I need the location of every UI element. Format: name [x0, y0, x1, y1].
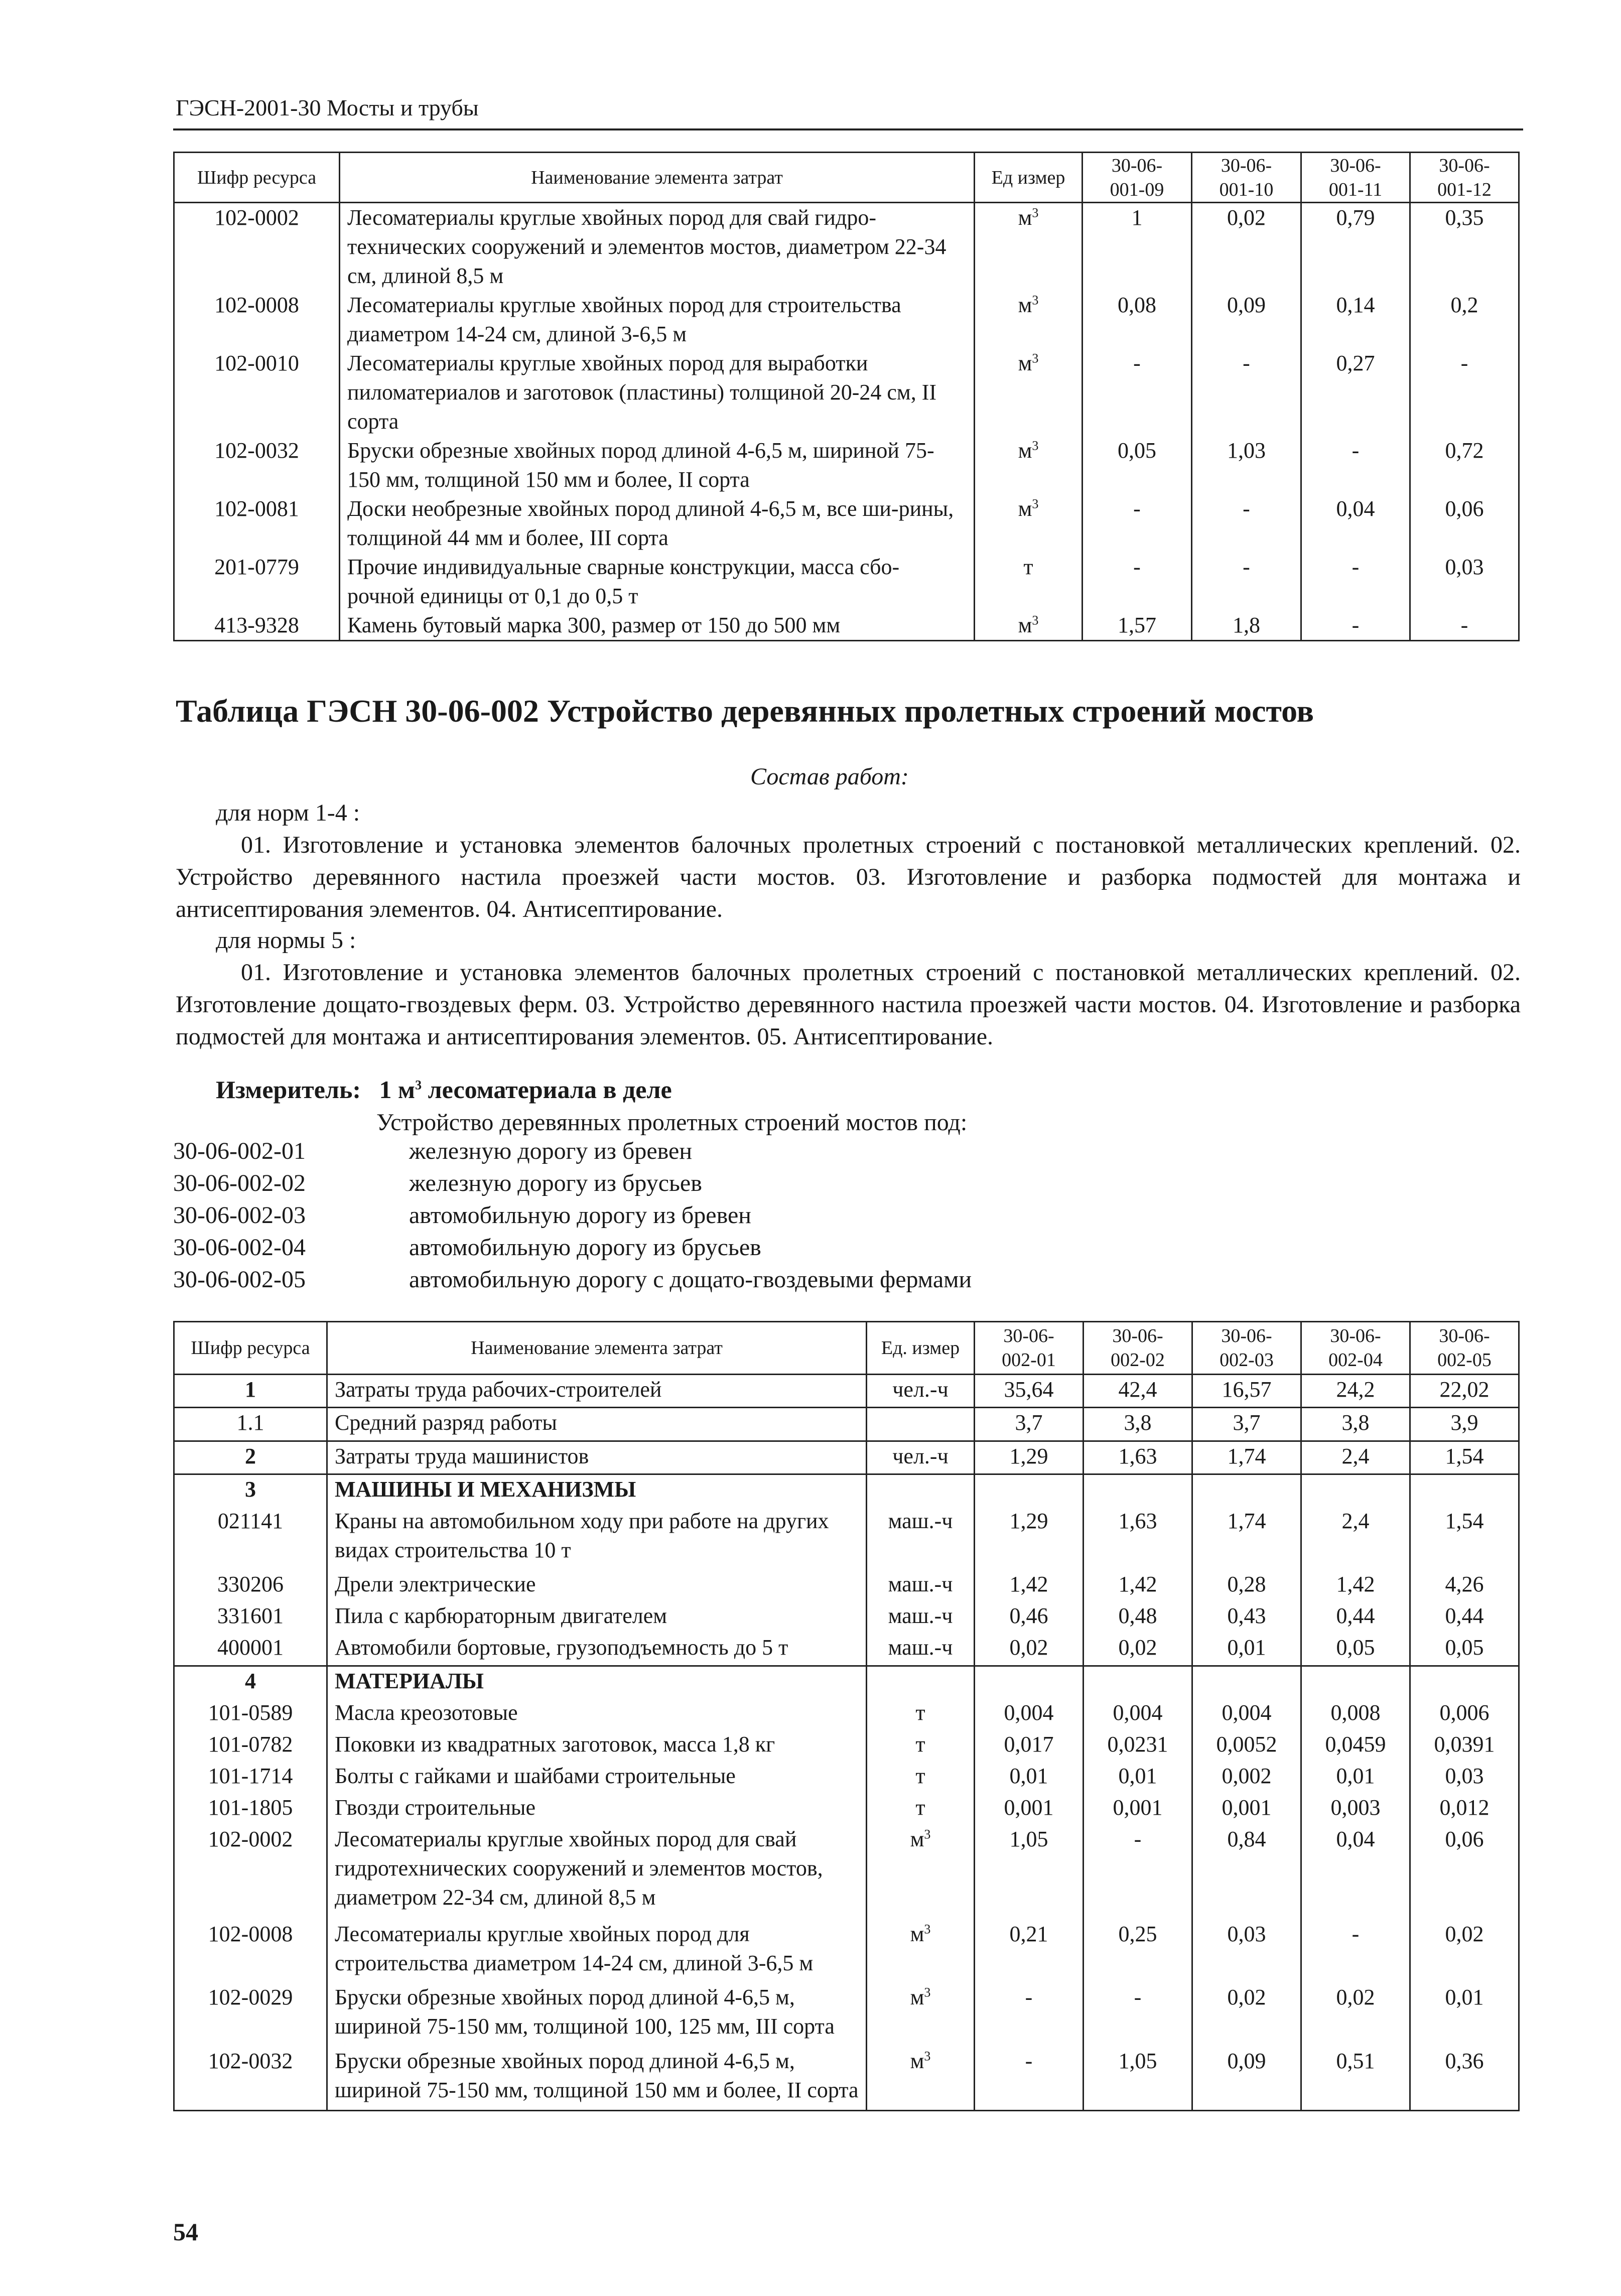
resource-name: Лесоматериалы круглые хвойных пород для строительства диаметром 14-24 см, длиной 3-6,5 м — [340, 291, 975, 349]
resource-name: Лесоматериалы круглые хвойных пород для свай гидро-технических сооружений и элементов мостов, диаметром 22-34 см, длиной 8,5 м — [340, 203, 975, 291]
norm-code: 30-06-002-01 — [173, 1138, 306, 1164]
value-cell: 2,4 — [1301, 1441, 1410, 1474]
value-cell: 0,03 — [1410, 553, 1519, 611]
page-number: 54 — [173, 2218, 198, 2246]
norm-description: железную дорогу из брусьев — [409, 1170, 702, 1196]
resource-code: 102-0002 — [174, 1825, 327, 1920]
resource-code: 102-0032 — [174, 2047, 327, 2111]
table-row — [174, 291, 1519, 349]
unit-cell: маш.-ч — [867, 1507, 975, 1570]
value-cell: 0,36 — [1410, 2047, 1519, 2111]
value-cell: 0,03 — [1192, 1920, 1301, 1983]
value-cell: 0,0459 — [1301, 1730, 1410, 1762]
column-header: Ед. измер — [867, 1322, 975, 1375]
group1-text: 01. Изготовление и установка элементов балочных пролетных строений с постановкой металлических креплений. 02. Устройство деревянного настила проезжей части мостов. 03. Изготовление и разборка подмостей для монтажа и антисептирования элементов. 04. Антисептирование. — [176, 832, 1521, 922]
value-cell: 0,51 — [1301, 2047, 1410, 2111]
measure-line — [216, 1075, 672, 1104]
norm-code: 30-06-002-03 — [173, 1202, 306, 1229]
value-cell: 0,05 — [1410, 1633, 1519, 1666]
unit-cell — [867, 1474, 975, 1507]
value-cell: 0,0231 — [1084, 1730, 1192, 1762]
resource-code: 101-0589 — [174, 1698, 327, 1730]
value-cell: - — [1083, 349, 1192, 436]
value-cell: - — [1192, 553, 1301, 611]
norm-code: 30-06-002-02 — [173, 1170, 306, 1196]
resource-code: 331601 — [174, 1601, 327, 1633]
column-header: Ед измер — [975, 153, 1083, 203]
value-cell: 0,0391 — [1410, 1730, 1519, 1762]
group1-label: для норм 1-4 : — [216, 799, 360, 826]
value-cell: 22,02 — [1410, 1375, 1519, 1408]
column-header: 30-06- 001-09 — [1083, 153, 1192, 203]
value-cell: 3,7 — [975, 1408, 1084, 1441]
value-cell: 0,03 — [1410, 1762, 1519, 1793]
norm-description: автомобильную дорогу из бревен — [409, 1202, 751, 1229]
value-cell: - — [975, 2047, 1084, 2111]
value-cell — [1192, 1666, 1301, 1698]
resource-code: 1.1 — [174, 1408, 327, 1441]
table-row — [174, 1633, 1519, 1666]
unit-cell: $м^3$ — [867, 2047, 975, 2111]
value-cell: 0,27 — [1301, 349, 1410, 436]
value-cell: - — [1301, 1920, 1410, 1983]
value-cell: - — [1301, 611, 1410, 641]
value-cell: 0,05 — [1083, 436, 1192, 494]
section-title: Таблица ГЭСН 30-06-002 Устройство деревянных пролетных строений мостов — [176, 693, 1314, 729]
unit-cell: $м^3$ — [975, 291, 1083, 349]
resource-name: Лесоматериалы круглые хвойных пород для строительства диаметром 14-24 см, длиной 3-6,5 м — [327, 1920, 867, 1983]
value-cell: 24,2 — [1301, 1375, 1410, 1408]
value-cell: 0,04 — [1301, 494, 1410, 553]
resource-code: 4 — [174, 1666, 327, 1698]
column-header: Шифр ресурса — [174, 1322, 327, 1375]
column-header: 30-06- 002-02 — [1084, 1322, 1192, 1375]
group2-label: для нормы 5 : — [216, 927, 356, 954]
resource-code: 2 — [174, 1441, 327, 1474]
table-row — [174, 1570, 1519, 1601]
resource-code: 201-0779 — [174, 553, 340, 611]
value-cell: 16,57 — [1192, 1375, 1301, 1408]
resource-code: 413-9328 — [174, 611, 340, 641]
table-header-row — [174, 1322, 1519, 1375]
resource-name: Краны на автомобильном ходу при работе на других видах строительства 10 т — [327, 1507, 867, 1570]
column-header: Шифр ресурса — [174, 153, 340, 203]
unit-cell: т — [975, 553, 1083, 611]
value-cell: 1,42 — [1084, 1570, 1192, 1601]
value-cell: 0,02 — [1192, 1983, 1301, 2046]
value-cell: - — [1084, 1983, 1192, 2046]
value-cell: 0,35 — [1410, 203, 1519, 291]
table-header-row — [174, 153, 1519, 203]
resource-name: Затраты труда рабочих-строителей — [327, 1375, 867, 1408]
column-header: 30-06- 002-04 — [1301, 1322, 1410, 1375]
unit-cell: чел.-ч — [867, 1441, 975, 1474]
value-cell: 0,017 — [975, 1730, 1084, 1762]
resource-code: 021141 — [174, 1507, 327, 1570]
value-cell: 0,01 — [1192, 1633, 1301, 1666]
value-cell: 3,7 — [1192, 1408, 1301, 1441]
value-cell: 0,001 — [1192, 1793, 1301, 1825]
table-row — [174, 436, 1519, 494]
value-cell: 1,8 — [1192, 611, 1301, 641]
resource-name: Средний разряд работы — [327, 1408, 867, 1441]
value-cell: - — [1084, 1825, 1192, 1920]
unit-cell: чел.-ч — [867, 1375, 975, 1408]
value-cell: 0,46 — [975, 1601, 1084, 1633]
value-cell: 0,01 — [975, 1762, 1084, 1793]
value-cell: - — [1410, 349, 1519, 436]
table-row — [174, 1474, 1519, 1507]
unit-cell: маш.-ч — [867, 1633, 975, 1666]
table-row — [174, 203, 1519, 291]
value-cell: 1 — [1083, 203, 1192, 291]
value-cell — [1301, 1666, 1410, 1698]
value-cell: 0,02 — [1410, 1920, 1519, 1983]
value-cell: 1,74 — [1192, 1507, 1301, 1570]
resource-name: Бруски обрезные хвойных пород длиной 4-6,5 м, шириной 75-150 мм, толщиной 150 мм и более, II сорта — [327, 2047, 867, 2111]
value-cell: 1,29 — [975, 1441, 1084, 1474]
column-header: 30-06- 002-03 — [1192, 1322, 1301, 1375]
column-header: Наименование элемента затрат — [327, 1322, 867, 1375]
value-cell: 0,003 — [1301, 1793, 1410, 1825]
resource-name: Бруски обрезные хвойных пород длиной 4-6,5 м, шириной 75-150 мм, толщиной 150 мм и более, II сорта — [340, 436, 975, 494]
resource-name: Пила с карбюраторным двигателем — [327, 1601, 867, 1633]
norm-description: железную дорогу из бревен — [409, 1138, 693, 1164]
table-row — [174, 1441, 1519, 1474]
value-cell: 35,64 — [975, 1375, 1084, 1408]
table-row — [174, 1375, 1519, 1408]
value-cell: 1,57 — [1083, 611, 1192, 641]
value-cell — [1084, 1474, 1192, 1507]
table-row — [174, 1983, 1519, 2046]
value-cell: 0,79 — [1301, 203, 1410, 291]
norm-description: автомобильную дорогу с дощато-гвоздевыми фермами — [409, 1266, 972, 1293]
resource-code: 102-0029 — [174, 1983, 327, 2046]
table-row — [174, 1507, 1519, 1570]
resource-code: 1 — [174, 1375, 327, 1408]
column-header: 30-06- 002-05 — [1410, 1322, 1519, 1375]
unit-cell: т — [867, 1762, 975, 1793]
unit-cell: маш.-ч — [867, 1570, 975, 1601]
norm-description: автомобильную дорогу из брусьев — [409, 1234, 761, 1261]
value-cell: - — [1083, 553, 1192, 611]
value-cell: 3,8 — [1301, 1408, 1410, 1441]
resource-name: Поковки из квадратных заготовок, масса 1,8 кг — [327, 1730, 867, 1762]
value-cell: 0,44 — [1301, 1601, 1410, 1633]
resource-code: 101-1714 — [174, 1762, 327, 1793]
value-cell: 0,002 — [1192, 1762, 1301, 1793]
resource-name: Прочие индивидуальные сварные конструкции, масса сбо-рочной единицы от 0,1 до 0,5 т — [340, 553, 975, 611]
running-header: ГЭСН-2001-30 Мосты и трубы — [176, 95, 479, 120]
value-cell: 0,004 — [1192, 1698, 1301, 1730]
value-cell: - — [1083, 494, 1192, 553]
value-cell: 0,004 — [975, 1698, 1084, 1730]
unit-cell: $м^3$ — [975, 494, 1083, 553]
value-cell — [975, 1474, 1084, 1507]
resource-table-2 — [173, 1321, 1520, 2111]
value-cell: - — [1192, 494, 1301, 553]
value-cell — [1301, 1474, 1410, 1507]
value-cell: 0,48 — [1084, 1601, 1192, 1633]
norm-code: 30-06-002-05 — [173, 1266, 306, 1293]
value-cell: 0,09 — [1192, 291, 1301, 349]
value-cell: 0,84 — [1192, 1825, 1301, 1920]
resource-name: Лесоматериалы круглые хвойных пород для выработки пиломатериалов и заготовок (пластины) толщиной 20-24 см, II сорта — [340, 349, 975, 436]
resource-code: 102-0008 — [174, 1920, 327, 1983]
value-cell: 0,05 — [1301, 1633, 1410, 1666]
unit-cell: т — [867, 1698, 975, 1730]
value-cell: 0,008 — [1301, 1698, 1410, 1730]
value-cell: 1,05 — [1084, 2047, 1192, 2111]
unit-cell: т — [867, 1793, 975, 1825]
section-heading: МАТЕРИАЛЫ — [327, 1666, 867, 1698]
value-cell — [1410, 1666, 1519, 1698]
resource-code: 330206 — [174, 1570, 327, 1601]
value-cell: 0,006 — [1410, 1698, 1519, 1730]
value-cell: 0,72 — [1410, 436, 1519, 494]
value-cell: 0,02 — [1084, 1633, 1192, 1666]
resource-code: 102-0010 — [174, 349, 340, 436]
table-row — [174, 349, 1519, 436]
header-rule — [173, 128, 1523, 130]
resource-code: 101-0782 — [174, 1730, 327, 1762]
unit-cell: $м^3$ — [867, 1920, 975, 1983]
value-cell: 0,01 — [1410, 1983, 1519, 2046]
value-cell: 3,8 — [1084, 1408, 1192, 1441]
resource-name: Болты с гайками и шайбами строительные — [327, 1762, 867, 1793]
resource-table-1 — [173, 152, 1520, 641]
value-cell: 0,04 — [1301, 1825, 1410, 1920]
resource-code: 102-0008 — [174, 291, 340, 349]
resource-name: Масла креозотовые — [327, 1698, 867, 1730]
unit-cell: $м^3$ — [975, 203, 1083, 291]
unit-cell: маш.-ч — [867, 1601, 975, 1633]
value-cell: 0,28 — [1192, 1570, 1301, 1601]
value-cell: 0,09 — [1192, 2047, 1301, 2111]
column-header: 30-06- 001-10 — [1192, 153, 1301, 203]
value-cell — [1084, 1666, 1192, 1698]
value-cell: 0,0052 — [1192, 1730, 1301, 1762]
value-cell: 0,2 — [1410, 291, 1519, 349]
value-cell: 1,42 — [1301, 1570, 1410, 1601]
value-cell — [975, 1666, 1084, 1698]
value-cell: 1,29 — [975, 1507, 1084, 1570]
value-cell: - — [975, 1983, 1084, 2046]
value-cell: 0,43 — [1192, 1601, 1301, 1633]
resource-name: Дрели электрические — [327, 1570, 867, 1601]
unit-cell: $м^3$ — [867, 1825, 975, 1920]
value-cell: 1,63 — [1084, 1507, 1192, 1570]
value-cell: 42,4 — [1084, 1375, 1192, 1408]
list-intro: Устройство деревянных пролетных строений мостов под: — [376, 1109, 968, 1136]
resource-code: 102-0032 — [174, 436, 340, 494]
resource-name: Автомобили бортовые, грузоподъемность до 5 т — [327, 1633, 867, 1666]
resource-code: 101-1805 — [174, 1793, 327, 1825]
table-row — [174, 1666, 1519, 1698]
value-cell: 0,01 — [1084, 1762, 1192, 1793]
value-cell: 0,01 — [1301, 1762, 1410, 1793]
table-row — [174, 1825, 1519, 1920]
resource-code: 102-0002 — [174, 203, 340, 291]
resource-code: 400001 — [174, 1633, 327, 1666]
value-cell: 1,54 — [1410, 1441, 1519, 1474]
value-cell: 0,02 — [975, 1633, 1084, 1666]
work-composition-label: Состав работ: — [750, 763, 909, 790]
value-cell: - — [1410, 611, 1519, 641]
value-cell: 0,06 — [1410, 494, 1519, 553]
value-cell: 0,004 — [1084, 1698, 1192, 1730]
value-cell: 3,9 — [1410, 1408, 1519, 1441]
column-header: Наименование элемента затрат — [340, 153, 975, 203]
unit-cell: т — [867, 1730, 975, 1762]
value-cell: 1,42 — [975, 1570, 1084, 1601]
measure-value: 1 $м^3$ лесоматериала в деле — [379, 1075, 672, 1104]
value-cell: 0,14 — [1301, 291, 1410, 349]
unit-cell: $м^3$ — [975, 349, 1083, 436]
resource-name: Доски необрезные хвойных пород длиной 4-6,5 м, все ши-рины, толщиной 44 мм и более, III сорта — [340, 494, 975, 553]
measure-label: Измеритель: — [216, 1075, 361, 1104]
table-row — [174, 2047, 1519, 2111]
resource-name: Лесоматериалы круглые хвойных пород для свай гидротехнических сооружений и элементов мостов, диаметром 22-34 см, длиной 8,5 м — [327, 1825, 867, 1920]
value-cell: - — [1192, 349, 1301, 436]
value-cell: 1,63 — [1084, 1441, 1192, 1474]
table-row — [174, 1920, 1519, 1983]
resource-name: Бруски обрезные хвойных пород длиной 4-6,5 м, шириной 75-150 мм, толщиной 100, 125 мм, III сорта — [327, 1983, 867, 2046]
unit-cell: $м^3$ — [975, 436, 1083, 494]
value-cell: 0,21 — [975, 1920, 1084, 1983]
table-row — [174, 1762, 1519, 1793]
table-row — [174, 1730, 1519, 1762]
value-cell: 4,26 — [1410, 1570, 1519, 1601]
unit-cell: $м^3$ — [867, 1983, 975, 2046]
value-cell: 1,54 — [1410, 1507, 1519, 1570]
column-header: 30-06- 002-01 — [975, 1322, 1084, 1375]
value-cell: 0,001 — [975, 1793, 1084, 1825]
table-row — [174, 1698, 1519, 1730]
table-row — [174, 1793, 1519, 1825]
value-cell: - — [1301, 436, 1410, 494]
value-cell: 0,25 — [1084, 1920, 1192, 1983]
table-row — [174, 611, 1519, 641]
resource-name: Гвозди строительные — [327, 1793, 867, 1825]
table-row — [174, 553, 1519, 611]
resource-name: Камень бутовый марка 300, размер от 150 до 500 мм — [340, 611, 975, 641]
norm-code: 30-06-002-04 — [173, 1234, 306, 1261]
value-cell: 0,012 — [1410, 1793, 1519, 1825]
resource-name: Затраты труда машинистов — [327, 1441, 867, 1474]
value-cell: 2,4 — [1301, 1507, 1410, 1570]
value-cell — [1192, 1474, 1301, 1507]
value-cell: - — [1301, 553, 1410, 611]
unit-cell — [867, 1408, 975, 1441]
value-cell — [1410, 1474, 1519, 1507]
table-row — [174, 1408, 1519, 1441]
value-cell: 0,06 — [1410, 1825, 1519, 1920]
value-cell: 1,74 — [1192, 1441, 1301, 1474]
resource-code: 102-0081 — [174, 494, 340, 553]
column-header: 30-06- 001-12 — [1410, 153, 1519, 203]
unit-cell — [867, 1666, 975, 1698]
table-row — [174, 494, 1519, 553]
group2-text: 01. Изготовление и установка элементов балочных пролетных строений с постановкой металлических креплений. 02. Изготовление дощато-гвоздевых ферм. 03. Устройство деревянного настила проезжей части мостов. 04. Изготовление и разборка подмостей для монтажа и антисептирования элементов. 05. Антисептирование. — [176, 959, 1521, 1050]
resource-code: 3 — [174, 1474, 327, 1507]
table-row — [174, 1601, 1519, 1633]
value-cell: 0,02 — [1192, 203, 1301, 291]
unit-cell: $м^3$ — [975, 611, 1083, 641]
value-cell: 0,02 — [1301, 1983, 1410, 2046]
value-cell: 1,05 — [975, 1825, 1084, 1920]
value-cell: 0,44 — [1410, 1601, 1519, 1633]
value-cell: 0,001 — [1084, 1793, 1192, 1825]
column-header: 30-06- 001-11 — [1301, 153, 1410, 203]
section-heading: МАШИНЫ И МЕХАНИЗМЫ — [327, 1474, 867, 1507]
value-cell: 0,08 — [1083, 291, 1192, 349]
value-cell: 1,03 — [1192, 436, 1301, 494]
